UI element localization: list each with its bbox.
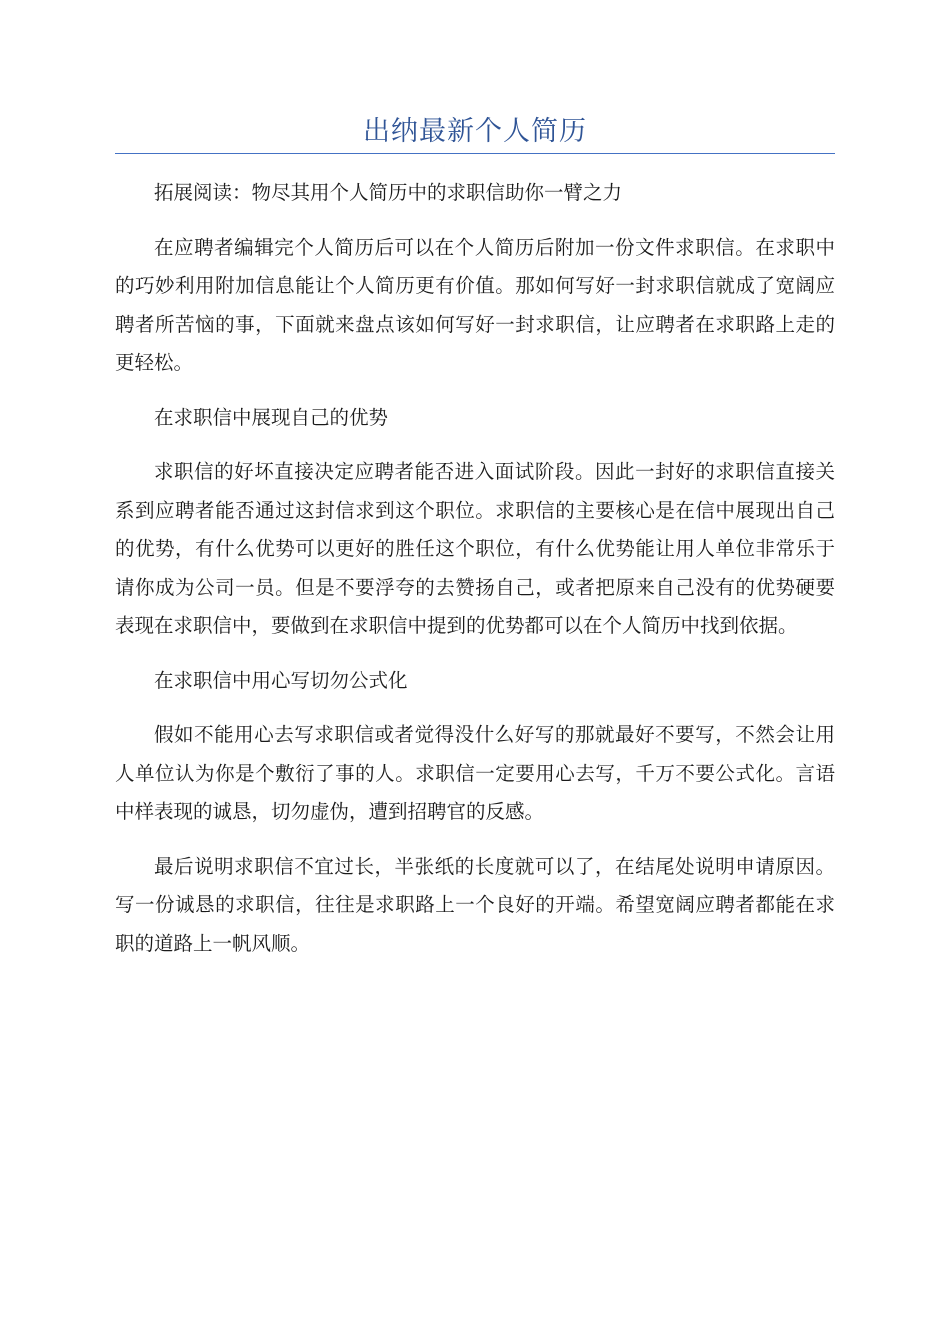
paragraph-intro-heading: 拓展阅读：物尽其用个人简历中的求职信助你一臂之力	[154, 181, 623, 204]
paragraph-gap	[115, 383, 835, 399]
paragraph-gap	[115, 437, 835, 453]
paragraph-gap	[115, 832, 835, 848]
paragraph-gap	[115, 213, 835, 229]
paragraph-gap	[115, 646, 835, 662]
section-heading: 在求职信中用心写切勿公式化	[154, 668, 408, 692]
document-page	[115, 0, 835, 963]
document-title: 出纳最新个人简历	[363, 116, 587, 147]
section-heading: 在求职信中展现自己的优势	[154, 405, 389, 429]
title-underline	[115, 153, 835, 154]
paragraph-body: 在应聘者编辑完个人简历后可以在个人简历后附加一份文件求职信。在求职中的巧妙利用附加信息能让个人简历更有价值。那如何写好一封求职信就成了宽阔应聘者所苦恼的事，下面就来盘点该如何写好一封求职信，让应聘者在求职路上走的更轻松。	[115, 235, 835, 374]
paragraph-body: 假如不能用心去写求职信或者觉得没什么好写的那就最好不要写，不然会让用人单位认为你是个敷衍了事的人。求职信一定要用心去写，千万不要公式化。言语中样表现的诚恳，切勿虚伪，遭到招聘官的反感。	[115, 723, 835, 823]
paragraph-gap	[115, 700, 835, 716]
paragraph-body: 求职信的好坏直接决定应聘者能否进入面试阶段。因此一封好的求职信直接关系到应聘者能否通过这封信求到这个职位。求职信的主要核心是在信中展现出自己的优势，有什么优势可以更好的胜任这个职位，有什么优势能让用人单位非常乐于请你成为公司一员。但是不要浮夸的去赞扬自己，或者把原来自己没有的优势硬要表现在求职信中，要做到在求职信中提到的优势都可以在个人简历中找到依据。	[115, 460, 835, 637]
paragraph-body: 最后说明求职信不宜过长，半张纸的长度就可以了，在结尾处说明申请原因。写一份诚恳的求职信，往往是求职路上一个良好的开端。希望宽阔应聘者都能在求职的道路上一帆风顺。	[115, 854, 835, 955]
